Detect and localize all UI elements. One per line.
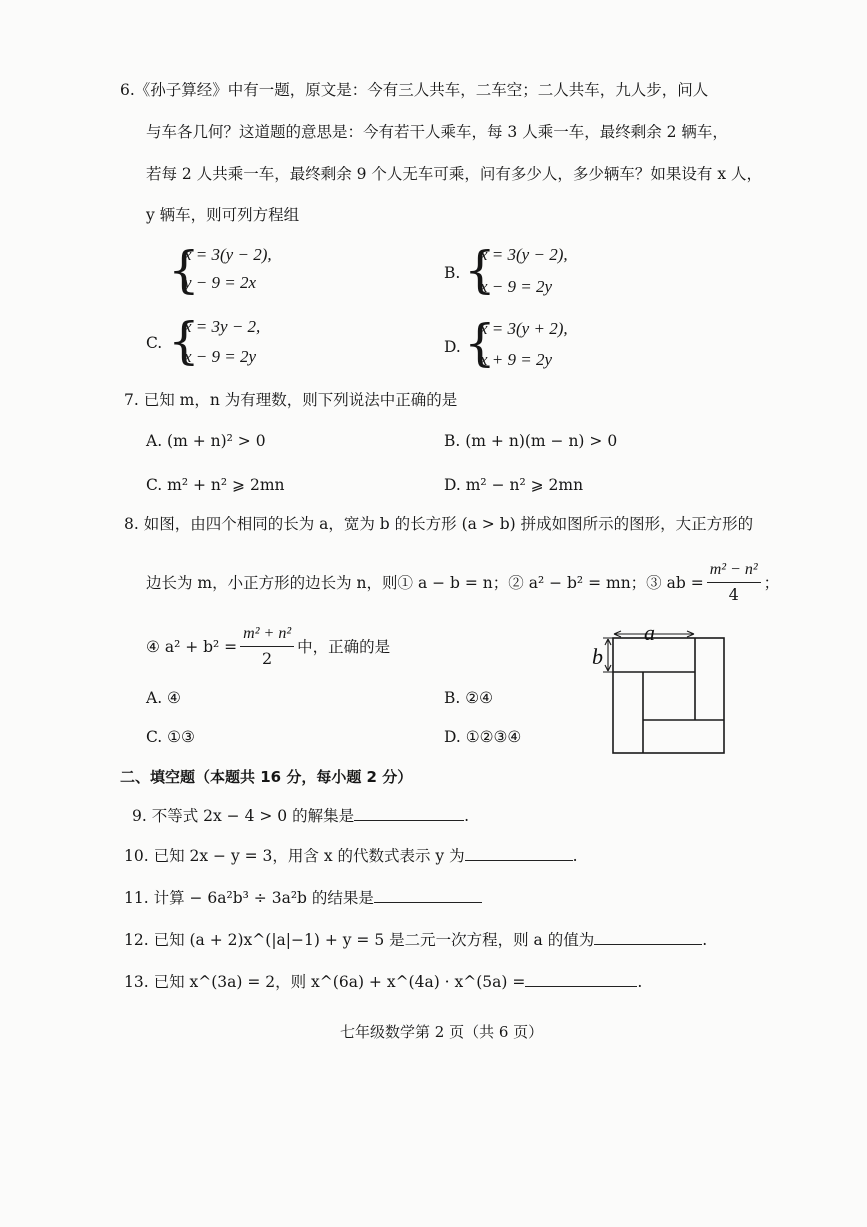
q7-option-d: D. m² − n² ⩾ 2mn [444, 476, 584, 494]
page-footer: 七年级数学第 2 页（共 6 页） [340, 1023, 544, 1041]
q6-option-b-label: B. [444, 264, 461, 282]
q6-line3: 若每 2 人共乘一车，最终剩余 9 个人无车可乘，问有多少人，多少辆车？如果设有 x 人， [146, 165, 763, 183]
q6-option-b-brace: { [464, 241, 496, 299]
q9-text: 9. 不等式 2x − 4 > 0 的解集是 [132, 807, 355, 825]
q6-line1: 6.《孙子算经》中有一题，原文是：今有三人共车，二车空；二人共车，九人步，问人 [120, 81, 709, 99]
q8-line3 [146, 624, 390, 669]
fraction-denominator: 2 [262, 649, 273, 668]
q11 [124, 888, 482, 908]
q8-line2-text: 边长为 m，小正方形的边长为 n，则① a − b = n；② a² − b² = mn；③ ab = [146, 573, 704, 592]
q9 [132, 806, 469, 826]
q8-line2 [146, 560, 779, 605]
q8-fraction-3 [707, 560, 761, 605]
q6-option-b-eq1: x = 3(y − 2), [480, 245, 568, 264]
q12 [124, 930, 707, 950]
q8-line1: 8. 如图，由四个相同的长为 a，宽为 b 的长方形 (a > b) 拼成如图所示的图形，大正方形的 [124, 515, 754, 533]
q6-option-b-eq2: x − 9 = 2y [480, 277, 553, 296]
q6-option-d-eq2: x + 9 = 2y [480, 350, 553, 369]
q7-option-c: C. m² + n² ⩾ 2mn [146, 476, 285, 494]
q9-answer-blank[interactable] [354, 806, 464, 821]
q13-end: . [637, 973, 643, 991]
q12-answer-blank[interactable] [594, 930, 702, 945]
section-heading: 二、填空题（本题共 16 分，每小题 2 分） [120, 768, 413, 786]
q7-option-a: A. (m + n)² > 0 [146, 432, 266, 450]
q13-text: 13. 已知 x^(3a) = 2，则 x^(6a) + x^(4a) · x^(5a) = [124, 973, 526, 991]
q10-answer-blank[interactable] [465, 846, 573, 861]
q6-option-d-label: D. [444, 338, 461, 356]
big-square-outline [613, 638, 724, 753]
q6-option-a-brace: { [168, 241, 200, 299]
q12-text: 12. 已知 (a + 2)x^(|a|−1) + y = 5 是二元一次方程，则 a 的值为 [124, 931, 595, 949]
q8-line3-text: ④ a² + b² = [146, 637, 238, 656]
q6-option-c-label: C. [146, 334, 163, 352]
fraction-numerator: m² + n² [240, 624, 294, 647]
q8-line2-end: ； [763, 573, 780, 592]
q10-text: 10. 已知 2x − y = 3，用含 x 的代数式表示 y 为 [124, 847, 465, 865]
q7-option-b: B. (m + n)(m − n) > 0 [444, 432, 618, 450]
fraction-denominator: 4 [728, 585, 739, 604]
q6-option-c-brace: { [168, 312, 200, 370]
q12-end: . [702, 931, 708, 949]
q7-stem: 7. 已知 m，n 为有理数，则下列说法中正确的是 [124, 391, 458, 409]
q10-end: . [572, 847, 578, 865]
q6-option-d-brace: { [464, 314, 496, 372]
q6-option-c-eq2: x − 9 = 2y [184, 347, 257, 366]
label-b: b [592, 644, 603, 669]
q13-answer-blank[interactable] [525, 972, 637, 987]
q11-answer-blank[interactable] [374, 888, 482, 903]
q8-figure [586, 620, 736, 760]
q9-end: . [464, 807, 470, 825]
fraction-numerator: m² − n² [707, 560, 761, 583]
q11-text: 11. 计算 − 6a²b³ ÷ 3a²b 的结果是 [124, 889, 374, 907]
q13 [124, 972, 642, 992]
label-a: a [644, 620, 655, 645]
q6-option-a-eq1: x = 3(y − 2), [184, 245, 272, 264]
q6-option-c-eq1: x = 3y − 2, [184, 317, 261, 336]
q8-fraction-4 [240, 624, 294, 669]
q6-line2: 与车各几何？这道题的意思是：今有若干人乘车，每 3 人乘一车，最终剩余 2 辆车， [146, 123, 728, 141]
q8-line3-end: 中，正确的是 [297, 637, 391, 656]
q6-option-a-eq2: y − 9 = 2x [184, 273, 257, 292]
q6-option-d-eq1: x = 3(y + 2), [480, 319, 568, 338]
q10 [124, 846, 578, 866]
q8-option-c: C. ①③ [146, 728, 195, 746]
q8-option-d: D. ①②③④ [444, 728, 522, 746]
q6-line4: y 辆车，则可列方程组 [146, 206, 300, 224]
q8-option-b: B. ②④ [444, 689, 494, 707]
q8-option-a: A. ④ [146, 689, 181, 707]
